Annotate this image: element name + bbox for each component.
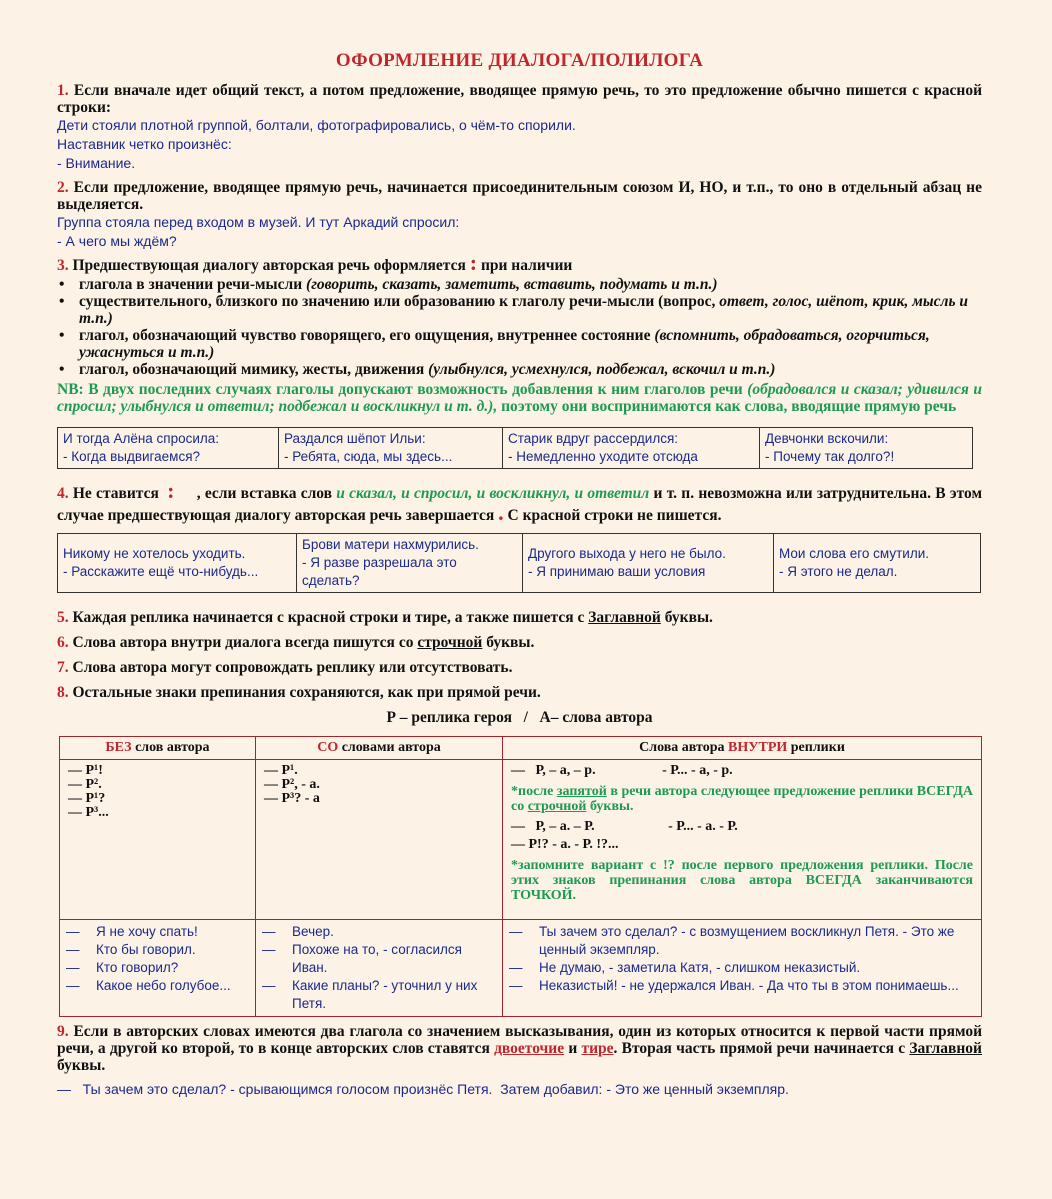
page-title: ОФОРМЛЕНИЕ ДИАЛОГА/ПОЛИЛОГА [335, 50, 704, 71]
note: *после запятой в речи автора следующее предложение реплики ВСЕГДА со строчной буквы. [511, 784, 974, 814]
document-page [57, 50, 982, 1099]
rule-number: 1. [57, 82, 69, 99]
example-line: Наставник четко произнёс: [57, 136, 232, 152]
example-table-4 [57, 533, 981, 593]
rule-2 [57, 179, 982, 213]
list-item: • существительного, близкого по значению или образованию к глаголу речи-мысли (вопрос, ответ, голос, шёпот, крик, мысль и т.п.) [79, 293, 982, 327]
rule-5: 5. Каждая реплика начинается с красной строки и тире, а также пишется с Заглавной буквы. [57, 609, 713, 626]
example-cell: И тогда Алёна спросила: - Когда выдвигаемся? [58, 428, 279, 469]
column-header: СО словами автора [256, 737, 503, 760]
example-cell: Другого выхода у него не было. - Я принимаю ваши условия [523, 534, 774, 593]
rule-text: Предшествующая диалогу авторская речь оформляется [72, 257, 466, 274]
list-item: • глагол, обозначающий чувство говорящего, его ощущения, внутреннее состояние (вспомнить, обрадоваться, огорчиться, ужаснуться и т.п.) [79, 327, 982, 361]
note: *запомните вариант с !? после первого предложения реплики. После этих знаков препинания слова автора ВСЕГДА заканчиваются ТОЧКОЙ. [511, 858, 973, 903]
column-header: БЕЗ слов автора [60, 737, 256, 760]
example-cell: Девчонки вскочили: - Почему так долго?! [760, 428, 973, 469]
example-cell: — Я не хочу спать! — Кто бы говорил. — Кто говорил? — Какое небо голубое... [60, 920, 256, 1017]
example-cell: Старик вдруг рассердился: - Немедленно уходите отсюда [503, 428, 760, 469]
rule-text: Если предложение, вводящее прямую речь, начинается присоединительным союзом И, НО, и т.п., то оно в отдельный абзац не выделяется. [57, 179, 982, 213]
dot-mark: . [498, 500, 504, 525]
example-cell: Мои слова его смутили. - Я этого не делал. [774, 534, 981, 593]
rule-3 [57, 250, 982, 275]
example-table-3 [57, 427, 973, 469]
schema-cell: — Р¹. — Р², - а. — Р³? - а [256, 760, 503, 920]
rule-7: 7. Слова автора могут сопровождать реплику или отсутствовать. [57, 659, 513, 676]
example-cell: — Ты зачем это сделал? - с возмущением воскликнул Петя. - Это же ценный экземпляр. — Не думаю, - заметила Катя, - слишком неказистый. — Неказистый! - не удержался Иван. - Да что ты в этом понимаешь... [503, 920, 982, 1017]
example-cell: — Вечер. — Похоже на то, - согласился Иван. — Какие планы? - уточнил у них Петя. [256, 920, 503, 1017]
schema-cell: — Р¹! — Р². — Р¹? — Р³... [60, 760, 256, 920]
legend: Р – реплика героя / А– слова автора [386, 709, 653, 726]
rule-6: 6. Слова автора внутри диалога всегда пишутся со строчной буквы. [57, 634, 535, 651]
example-cell: Брови матери нахмурились. - Я разве разрешала это сделать? [297, 534, 523, 593]
colon-mark: : [167, 478, 175, 503]
schema-cell: — Р, – а, – р. - Р... - а, - р. *после запятой в речи автора следующее предложение реплики ВСЕГДА со строчной буквы. — Р, – а. – Р. - Р... - а. - Р. — Р!? - а. - Р. !?... *запомните вариант с !? после первого предложения реплики. После этих знаков препинания слова автора ВСЕГДА заканчиваются ТОЧКОЙ. [503, 760, 982, 920]
list-item: • глагол, обозначающий мимику, жесты, движения (улыбнулся, усмехнулся, подбежал, вскочил и т.п.) [79, 361, 982, 378]
example-line: Группа стояла перед входом в музей. И тут Аркадий спросил: [57, 214, 460, 230]
column-header: Слова автора ВНУТРИ реплики [503, 737, 982, 760]
example-line: - А чего мы ждём? [57, 233, 177, 249]
example-line: Дети стояли плотной группой, болтали, фотографировались, о чём-то спорили. [57, 117, 576, 133]
condition-list [57, 276, 982, 378]
example-cell: Никому не хотелось уходить. - Расскажите ещё что-нибудь... [58, 534, 297, 593]
rule-number: 2. [57, 179, 69, 196]
example-cell: Раздался шёпот Ильи: - Ребята, сюда, мы здесь... [279, 428, 503, 469]
rule-4: 4. Не ставится : , если вставка слов и сказал, и спросил, и воскликнул, и ответил и т. п. невозможна или затруднительна. В этом случае предшествующая диалогу авторская речь завершается . С красной строки не пишется. [57, 478, 983, 525]
nb-note: NB: В двух последних случаях глаголы допускают возможность добавления к ним глаголов речи (обрадовался и сказал; удивился и спросил; улыбнулся и ответил; подбежал и воскликнул и т. д.), поэтому они воспринимаются как слова, вводящие прямую речь [57, 381, 982, 415]
example-line: - Внимание. [57, 155, 136, 171]
list-item: • глагола в значении речи-мысли (говорить, сказать, заметить, вставить, подумать и т.п.) [79, 276, 982, 293]
rule-8: 8. Остальные знаки препинания сохраняются, как при прямой речи. [57, 684, 541, 701]
rule-text: Если вначале идет общий текст, а потом предложение, вводящее прямую речь, то это предложение обычно пишется с красной строки: [57, 82, 982, 116]
colon-mark: : [469, 250, 478, 275]
rule-number: 3. [57, 257, 69, 274]
rule-text: при наличии [480, 257, 573, 274]
punctuation-schema-table [59, 736, 982, 1017]
rule-9: 9. Если в авторских словах имеются два глагола со значением высказывания, один из которых относится к первой части прямой речи, а другой ко второй, то в конце авторских слов ставятся двоеточие и тире. Вторая часть прямой речи начинается с Заглавной буквы. [57, 1023, 982, 1074]
example-line: — Ты зачем это сделал? - срывающимся голосом произнёс Петя. Затем добавил: - Это же ценный экземпляр. [57, 1081, 789, 1097]
rule-1 [57, 82, 982, 116]
